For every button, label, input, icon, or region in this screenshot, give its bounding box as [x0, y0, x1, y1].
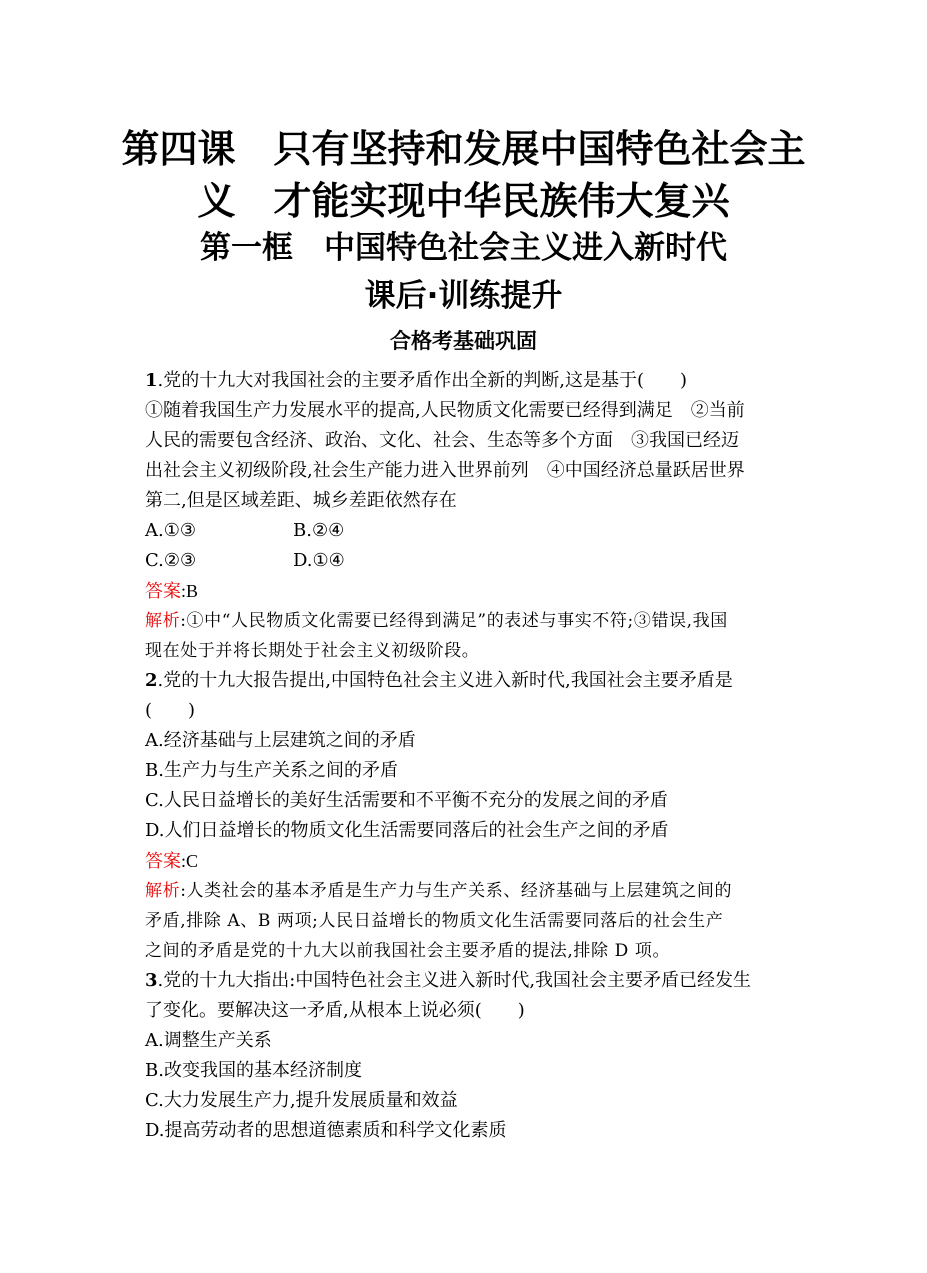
analysis-line: 矛盾,排除 A、B 两项;人民日益增长的物质文化生活需要同落后的社会生产 — [145, 911, 724, 931]
analysis-line — [145, 876, 790, 906]
answer-line — [145, 576, 790, 606]
section-title: 课后·训练提升 — [364, 278, 563, 314]
analysis-line: 之间的矛盾是党的十九大以前我国社会主要矛盾的提法,排除 D 项。 — [145, 941, 671, 961]
question-stem-line: ①随着我国生产力发展水平的提高,人民物质文化需要已经得到满足 ②当前 — [145, 400, 745, 421]
answer-label: 答案 — [145, 581, 181, 602]
answer-value: :B — [181, 581, 199, 601]
option-b: B.生产力与生产关系之间的矛盾 — [145, 760, 398, 781]
subsection-title: 合格考基础巩固 — [390, 329, 537, 353]
question-stem-line: 了变化。要解决这一矛盾,从根本上说必须( ) — [145, 1000, 525, 1021]
option-d: D.①④ — [293, 550, 345, 571]
question-stem-line: 人民的需要包含经济、政治、文化、社会、生态等多个方面 ③我国已经迈 — [145, 430, 739, 451]
question-stem-line — [145, 666, 790, 696]
question-number: 1 — [145, 370, 158, 391]
option-c: C.人民日益增长的美好生活需要和不平衡不充分的发展之间的矛盾 — [145, 790, 668, 811]
stem-text: .党的十九大报告提出,中国特色社会主义进入新时代,我国社会主要矛盾是 — [157, 670, 733, 691]
question-stem-line: 第二,但是区域差距、城乡差距依然存在 — [145, 490, 457, 511]
answer-line — [145, 846, 790, 876]
frame-title: 第一框 中国特色社会主义进入新时代 — [200, 230, 727, 266]
lesson-title-line1: 第四课 只有坚持和发展中国特色社会主 — [121, 127, 806, 171]
option-c: C.大力发展生产力,提升发展质量和效益 — [145, 1090, 458, 1111]
analysis-text: :人类社会的基本矛盾是生产力与生产关系、经济基础与上层建筑之间的 — [180, 881, 733, 901]
option-d: D.人们日益增长的物质文化生活需要同落后的社会生产之间的矛盾 — [145, 820, 669, 841]
stem-text: .党的十九大对我国社会的主要矛盾作出全新的判断,这是基于( ) — [157, 370, 688, 391]
question-1 — [145, 366, 790, 666]
option-c: C.②③ — [145, 550, 197, 571]
lesson-title-line2: 义 才能实现中华民族伟大复兴 — [197, 179, 730, 223]
question-number: 3 — [145, 970, 158, 991]
question-list — [145, 366, 790, 1146]
option-a: A.经济基础与上层建筑之间的矛盾 — [145, 730, 416, 751]
option-d: D.提高劳动者的思想道德素质和科学文化素质 — [145, 1120, 507, 1141]
question-number: 2 — [145, 670, 158, 691]
question-stem-line: 出社会主义初级阶段,社会生产能力进入世界前列 ④中国经济总量跃居世界 — [145, 460, 745, 481]
option-row — [145, 516, 790, 546]
option-a: A.①③ — [145, 520, 196, 541]
question-stem-line — [145, 366, 790, 396]
analysis-line: 现在处于并将长期处于社会主义初级阶段。 — [145, 641, 480, 661]
option-row — [145, 546, 790, 576]
option-b: B.改变我国的基本经济制度 — [145, 1060, 362, 1081]
stem-text: .党的十九大指出:中国特色社会主义进入新时代,我国社会主要矛盾已经发生 — [157, 970, 752, 991]
option-b: B.②④ — [293, 520, 345, 541]
analysis-text: :①中“人民物质文化需要已经得到满足”的表述与事实不符;③错误,我国 — [180, 611, 728, 631]
question-3 — [145, 966, 790, 1146]
question-stem-line — [145, 966, 790, 996]
analysis-line — [145, 606, 790, 636]
analysis-label: 解析 — [145, 881, 181, 901]
analysis-label: 解析 — [145, 611, 181, 631]
option-a: A.调整生产关系 — [145, 1030, 272, 1051]
question-stem-line: ( ) — [145, 700, 196, 721]
answer-label: 答案 — [145, 851, 181, 872]
question-2 — [145, 666, 790, 966]
answer-value: :C — [181, 851, 199, 871]
